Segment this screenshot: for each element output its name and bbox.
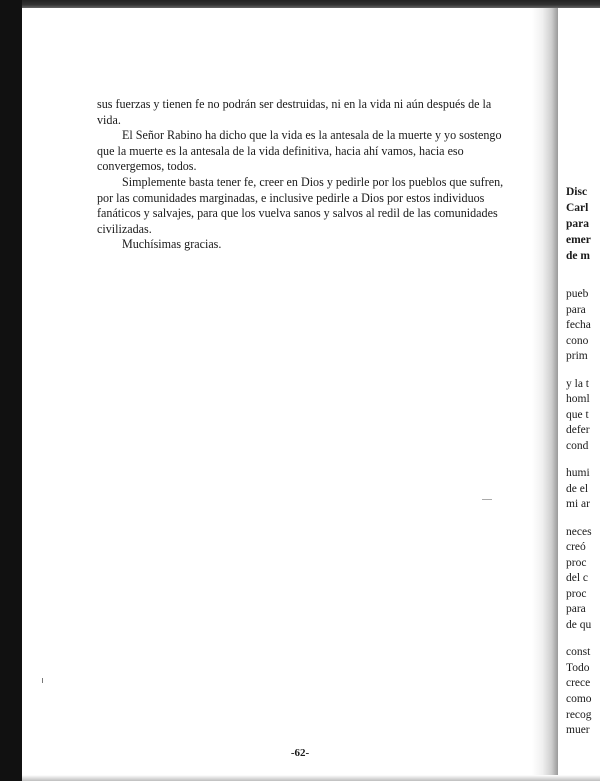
paragraph-3: Simplemente basta tener fe, creer en Dios y pedirle por los pueblos que sufren, por las comunidades marginadas, e inclusive pedirle a Dios por estos individuos fanáticos y salvajes, para que los vuelva sanos y salvos al redil de las comunidades civilizadas. xyxy=(97,174,504,236)
right-page-heading xyxy=(566,184,600,264)
body-line: neces xyxy=(566,525,592,538)
heading-line: de m xyxy=(566,250,590,262)
heading-line: Carl xyxy=(566,202,589,214)
body-line: homl xyxy=(566,393,590,406)
body-line: como xyxy=(566,693,592,706)
body-line: y la t xyxy=(566,377,589,390)
body-line: creó xyxy=(566,541,586,554)
stray-mark xyxy=(482,499,492,500)
body-line: cono xyxy=(566,334,589,347)
left-page xyxy=(22,8,532,775)
body-line: defer xyxy=(566,424,590,437)
heading-line: Disc xyxy=(566,186,588,198)
heading-line: emer xyxy=(566,234,591,246)
scan-top-edge xyxy=(0,0,600,8)
body-line: recog xyxy=(566,708,592,721)
body-line: crece xyxy=(566,677,591,690)
paragraph-2: El Señor Rabino ha dicho que la vida es la antesala de la muerte y yo sostengo que la muerte es la antesala de la vida definitiva, hacia ahí vamos, hacia eso convergemos, todos. xyxy=(97,128,502,174)
stray-mark xyxy=(42,678,43,683)
body-line: para xyxy=(566,603,586,616)
body-line: muer xyxy=(566,724,590,737)
body-line: prim xyxy=(566,350,588,363)
body-text xyxy=(97,97,517,253)
body-line: pueb xyxy=(566,288,589,300)
paragraph-1: sus fuerzas y tienen fe no podrán ser destruidas, ni en la vida ni aún después de la vida. xyxy=(97,97,492,127)
body-line: cond xyxy=(566,439,589,452)
body-line: del c xyxy=(566,572,589,585)
page-number: -62- xyxy=(290,747,310,759)
heading-line: para xyxy=(566,218,589,230)
paragraph-4: Muchísimas gracias. xyxy=(122,237,222,252)
body-line: proc xyxy=(566,556,587,569)
book-gutter xyxy=(532,8,558,775)
scan-bottom-edge xyxy=(22,775,600,781)
body-line: const xyxy=(566,646,591,659)
body-line: de el xyxy=(566,482,589,495)
body-line: fecha xyxy=(566,319,591,332)
body-line: para xyxy=(566,303,586,316)
body-line: proc xyxy=(566,587,587,600)
body-line: mi ar xyxy=(566,498,590,511)
body-line: Todo xyxy=(566,661,590,674)
right-page-body xyxy=(566,287,600,739)
body-line: de qu xyxy=(566,619,592,632)
scan-left-edge xyxy=(0,0,22,781)
body-line: que t xyxy=(566,408,589,421)
right-page xyxy=(558,8,600,775)
body-line: humi xyxy=(566,467,590,480)
